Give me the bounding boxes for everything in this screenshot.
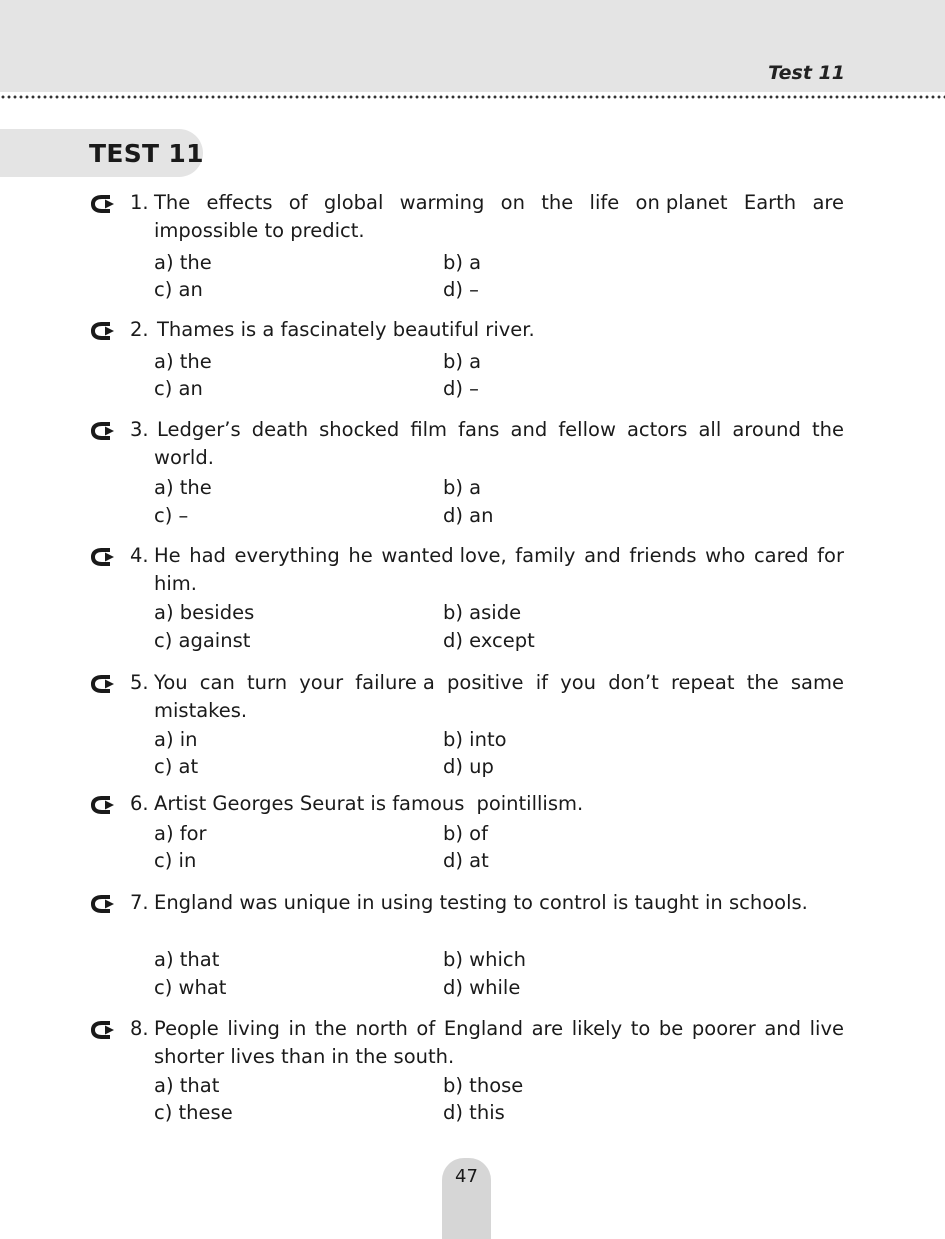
question-text-before: People living in the north of England are likely to be poorer and live shorter lives than	[154, 1017, 844, 1068]
option-b: b) into	[443, 728, 507, 751]
option-a: a) the	[154, 350, 212, 373]
option-b: b) a	[443, 251, 482, 274]
question-text	[154, 889, 844, 917]
option-d: d) –	[443, 377, 479, 400]
option-c: c) against	[154, 629, 251, 652]
question-number: 1.	[130, 191, 149, 214]
option-b: b) of	[443, 822, 488, 845]
question-text-after: a positive if you don’t repeat the same mistakes.	[154, 671, 844, 722]
arrow-bullet-icon	[89, 673, 115, 695]
question-number: 3.	[130, 418, 149, 441]
option-d: d) –	[443, 278, 479, 301]
option-d: d) this	[443, 1101, 505, 1124]
question-text-after: planet Earth are impossible to predict.	[154, 191, 844, 242]
test-title: TEST 11	[89, 139, 204, 168]
option-b: b) a	[443, 350, 482, 373]
option-b: b) aside	[443, 601, 522, 624]
option-a: a) the	[154, 476, 212, 499]
option-d: d) while	[443, 976, 521, 999]
option-c: c) what	[154, 976, 227, 999]
dotted-divider	[0, 94, 945, 100]
arrow-bullet-icon	[89, 546, 115, 568]
question-text-before: The effects of global warming on the life on	[154, 191, 660, 214]
arrow-bullet-icon	[89, 320, 115, 342]
option-a: a) that	[154, 1074, 220, 1097]
question-text-before: You can turn your failure	[154, 671, 417, 694]
option-a: a) that	[154, 948, 220, 971]
option-d: d) up	[443, 755, 494, 778]
option-a: a) in	[154, 728, 198, 751]
option-c: c) an	[154, 377, 203, 400]
arrow-bullet-icon	[89, 794, 115, 816]
question-text-after: Ledger’s death shocked film fans and fellow actors all around the world.	[154, 418, 844, 469]
option-d: d) an	[443, 504, 494, 527]
option-c: c) in	[154, 849, 197, 872]
arrow-bullet-icon	[89, 893, 115, 915]
question-text	[154, 316, 844, 344]
question-text-after: Thames is a fascinately beautiful river.	[157, 318, 535, 341]
option-a: a) the	[154, 251, 212, 274]
question-number: 2.	[130, 318, 149, 341]
option-a: a) for	[154, 822, 207, 845]
question-number: 4.	[130, 544, 149, 567]
option-d: d) except	[443, 629, 535, 652]
question-text	[154, 669, 844, 725]
question-text-before: Artist Georges Seurat is famous	[154, 792, 465, 815]
question-number: 5.	[130, 671, 149, 694]
question-text-after: in the south.	[331, 1045, 455, 1068]
question-text-after: pointillism.	[476, 792, 584, 815]
question-number: 6.	[130, 792, 149, 815]
option-d: d) at	[443, 849, 489, 872]
page-number: 47	[455, 1166, 478, 1187]
arrow-bullet-icon	[89, 420, 115, 442]
arrow-bullet-icon	[89, 193, 115, 215]
option-c: c) these	[154, 1101, 233, 1124]
option-b: b) which	[443, 948, 526, 971]
question-text	[154, 1015, 844, 1071]
option-b: b) those	[443, 1074, 524, 1097]
question-text	[154, 189, 844, 245]
question-text-before: He had everything he wanted	[154, 544, 454, 567]
option-c: c) –	[154, 504, 189, 527]
option-b: b) a	[443, 476, 482, 499]
option-c: c) at	[154, 755, 199, 778]
question-text-after: love, family and friends who cared for him.	[154, 544, 844, 595]
question-number: 8.	[130, 1017, 149, 1040]
option-c: c) an	[154, 278, 203, 301]
question-text-before: England was unique in using testing to control	[154, 891, 607, 914]
question-text	[154, 416, 844, 472]
question-text	[154, 790, 844, 818]
running-title: Test 11	[768, 62, 845, 84]
arrow-bullet-icon	[89, 1019, 115, 1041]
question-text	[154, 542, 844, 598]
question-number: 7.	[130, 891, 149, 914]
question-text-after: is taught in schools.	[612, 891, 808, 914]
option-a: a) besides	[154, 601, 255, 624]
